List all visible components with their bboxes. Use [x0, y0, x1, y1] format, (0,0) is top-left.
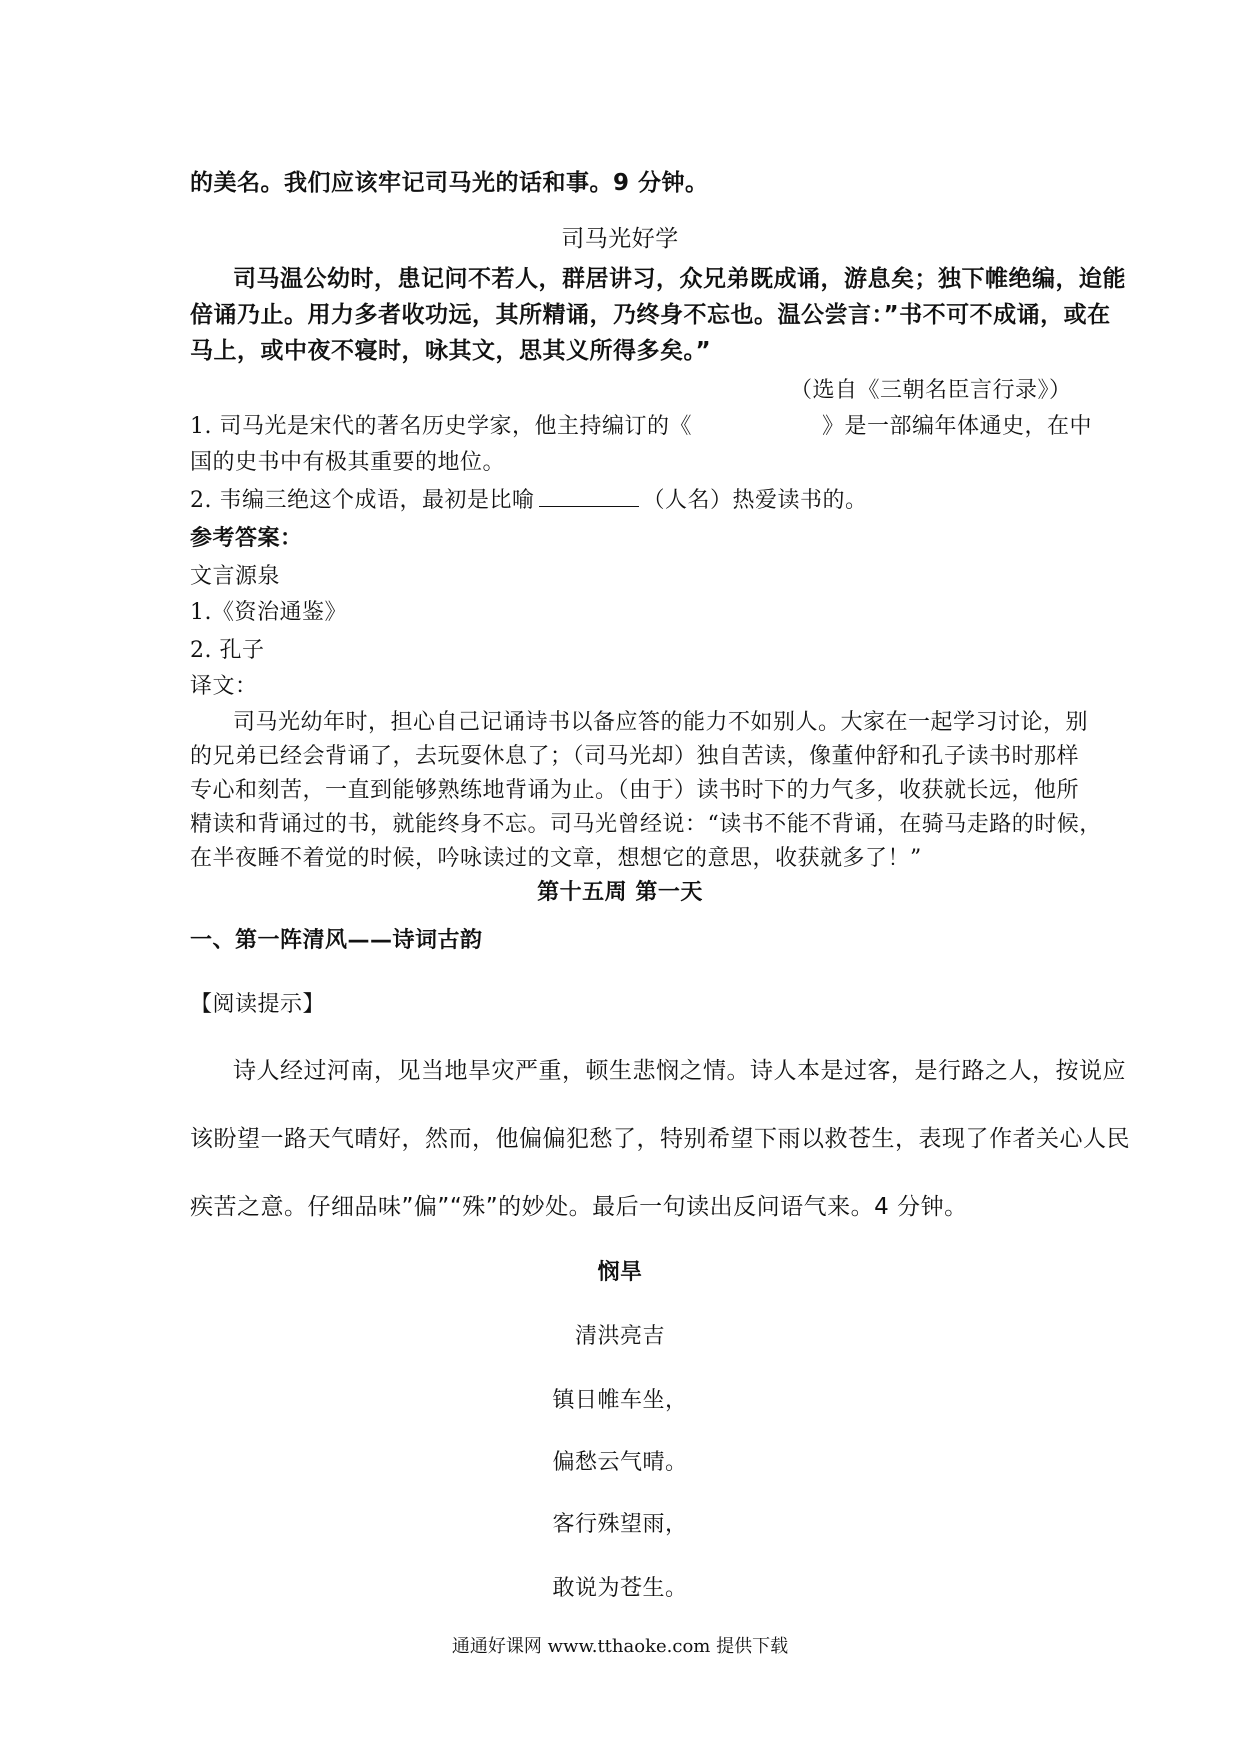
translation-line-2: 的兄弟已经会背诵了，去玩耍休息了；（司马光却）独自苦读，像董仲舒和孔子读书时那样	[190, 744, 1080, 769]
answers-heading: 参考答案：	[190, 526, 303, 551]
tip-line-3: 疾苦之意。仔细品味”偏”“殊”的妙处。最后一句读出反问语气来。4 分钟。	[190, 1194, 968, 1220]
answer-2: 2. 孔子	[190, 638, 265, 663]
answer-1: 1.《资治通鉴》	[190, 600, 347, 625]
translation-line-1: 司马光幼年时，担心自己记诵诗书以备应答的能力不如别人。大家在一起学习讨论，别	[233, 710, 1089, 735]
intro-tail-text: 的美名。我们应该牢记司马光的话和事。9 分钟。	[190, 170, 709, 196]
question-2	[190, 486, 868, 516]
question-1	[190, 412, 1092, 442]
translation-line-3: 专心和刻苦，一直到能够熟练地背诵为止。（由于）读书时下的力气多，收获就长远，他所	[190, 778, 1080, 803]
tip-line-2: 该盼望一路天气晴好，然而，他偏偏犯愁了，特别希望下雨以救苍生，表现了作者关心人民	[190, 1126, 1130, 1152]
translation-label: 译文：	[190, 674, 258, 699]
answers-section: 文言源泉	[190, 564, 281, 589]
question-2-text-after: （人名）热爱读书的。	[642, 488, 868, 513]
passage-source: （选自《三朝名臣言行录》）	[790, 378, 1072, 403]
translation-line-4: 精读和背诵过的书，就能终身不忘。司马光曾经说：“读书不能不背诵，在骑马走路的时候，	[190, 812, 1102, 837]
tip-line-1: 诗人经过河南，见当地旱灾严重，顿生悲悯之情。诗人本是过客，是行路之人，按说应	[233, 1058, 1126, 1084]
passage-line-1: 司马温公幼时，患记问不若人，群居讲习，众兄弟既成诵，游息矣；独下帷绝编，迨能	[233, 266, 1126, 292]
tip-label: 【阅读提示】	[190, 992, 326, 1017]
poem-line-3: 客行殊望雨，	[552, 1512, 688, 1537]
question-2-blank	[539, 486, 639, 507]
passage-line-3: 马上，或中夜不寝时，咏其文，思其义所得多矣。”	[190, 338, 712, 364]
translation-line-5: 在半夜睡不着觉的时候，吟咏读过的文章，想想它的意思，收获就多了！”	[190, 846, 922, 871]
poem-line-4: 敢说为苍生。	[552, 1576, 688, 1601]
section-heading: 一、第一阵清风——诗词古韵	[190, 928, 483, 953]
passage-line-2: 倍诵乃止。用力多者收功远，其所精诵，乃终身不忘也。温公尝言：”书不可不成诵，或在	[190, 302, 1111, 328]
question-1-text-before: 1. 司马光是宋代的著名历史学家，他主持编订的《	[190, 414, 692, 439]
poem-line-1: 镇日帷车坐，	[552, 1388, 688, 1413]
week-heading: 第十五周 第一天	[537, 880, 703, 905]
question-1-line-2: 国的史书中有极其重要的地位。	[190, 450, 506, 475]
footer-text: 通通好课网 www.tthaoke.com 提供下载	[451, 1636, 789, 1657]
poem-line-2: 偏愁云气晴。	[552, 1450, 688, 1475]
poem-author: 清洪亮吉	[574, 1324, 665, 1349]
poem-title: 悯旱	[597, 1260, 643, 1285]
question-2-text-before: 2. 韦编三绝这个成语，最初是比喻	[190, 488, 535, 513]
passage-title: 司马光好学	[561, 226, 679, 252]
question-1-text-after: 》是一部编年体通史，在中	[822, 414, 1093, 439]
